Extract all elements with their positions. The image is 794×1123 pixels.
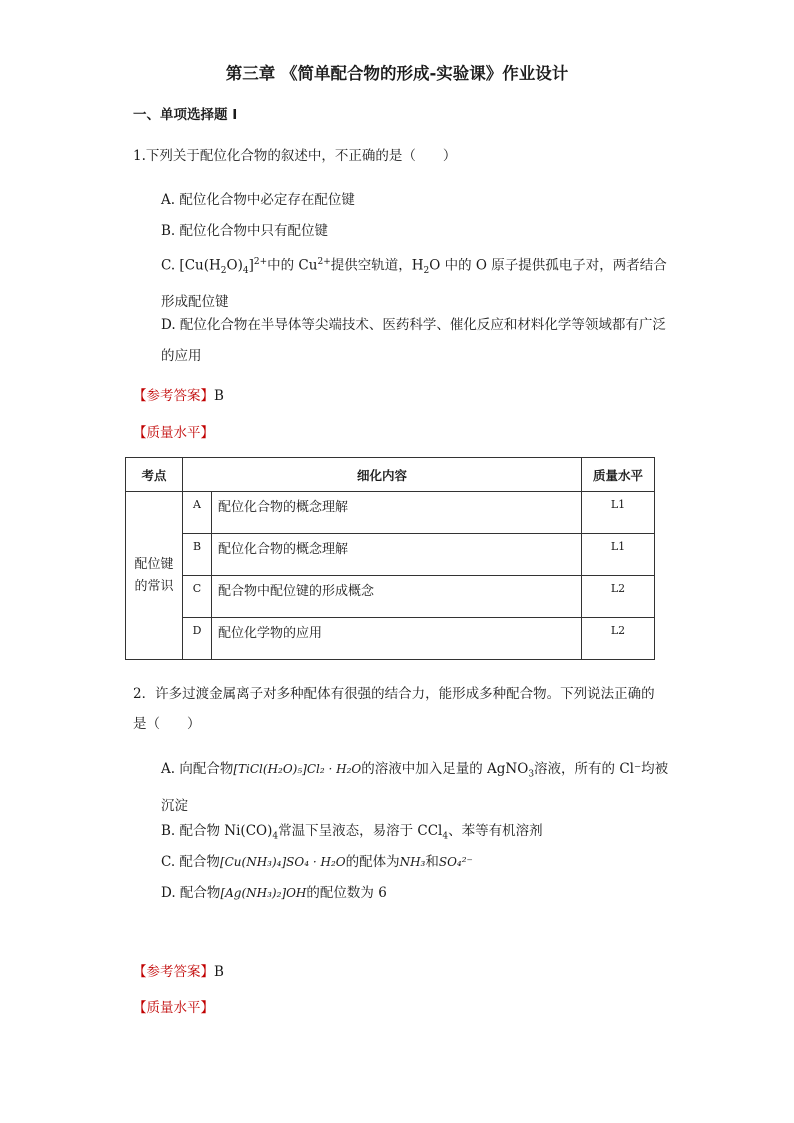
q2-option-d: D. 配合物[Ag(NH₃)₂]OH的配位数为 6	[161, 885, 387, 901]
table-row	[126, 576, 655, 618]
q2-option-a: A. 向配合物[TiCl(H₂O)₅]Cl₂ · H₂O的溶液中加入足量的 AgNO$_3$溶液，所有的 Cl⁻均被沉淀	[161, 761, 669, 814]
table-row-letter: B	[183, 534, 212, 576]
table-row-letter: D	[183, 618, 212, 660]
table-row-level: L2	[582, 576, 655, 618]
q1-option-c: C. $[Cu(H_2O)_4]^{2+}$中的 $Cu^{2+}$提供空轨道，$H_2O$ 中的 O 原子提供孤电子对，两者结合形成配位键	[161, 257, 667, 311]
table-header-key: 考点	[126, 458, 183, 492]
quality-table	[125, 457, 655, 660]
q1-option-a: A. 配位化合物中必定存在配位键	[161, 192, 355, 208]
q2-option-b: B. 配合物 $Ni(CO)_4$常温下呈液态，易溶于 CCl$_4$、苯等有机溶剂	[161, 823, 543, 842]
section-heading: 一、单项选择题 I	[133, 107, 238, 123]
table-row	[126, 492, 655, 534]
table-row-letter: A	[183, 492, 212, 534]
q2-quality-label: 【质量水平】	[133, 1000, 214, 1016]
q1-quality-label: 【质量水平】	[133, 425, 214, 441]
table-row-level: L1	[582, 534, 655, 576]
q2-answer: 【参考答案】B	[133, 964, 224, 980]
table-row-level: L2	[582, 618, 655, 660]
table-header-content: 细化内容	[183, 458, 582, 492]
table-key-cell: 配位键的常识	[126, 492, 183, 660]
table-row-content: 配位化合物的概念理解	[212, 492, 582, 534]
q1-answer: 【参考答案】B	[133, 388, 224, 404]
table-row-content: 配位化合物的概念理解	[212, 534, 582, 576]
table-row-letter: C	[183, 576, 212, 618]
table-row	[126, 534, 655, 576]
table-header-row	[126, 458, 655, 492]
table-row-content: 配合物中配位键的形成概念	[212, 576, 582, 618]
table-row-content: 配位化学物的应用	[212, 618, 582, 660]
q1-option-b: B. 配位化合物中只有配位键	[161, 223, 329, 239]
q2-stem: 2．许多过渡金属离子对多种配体有很强的结合力，能形成多种配合物。下列说法正确的是（ ）	[133, 686, 655, 732]
table-row	[126, 618, 655, 660]
q1-option-d: D. 配位化合物在半导体等尖端技术、医药科学、催化反应和材料化学等领域都有广泛的应用	[161, 317, 666, 364]
table-row-level: L1	[582, 492, 655, 534]
q1-stem: 1.下列关于配位化合物的叙述中，不正确的是（ ）	[133, 148, 457, 164]
q2-option-c: C. 配合物[Cu(NH₃)₄]SO₄ · H₂O的配体为NH₃和SO₄²⁻	[161, 854, 473, 870]
page-title: 第三章 《简单配合物的形成-实验课》作业设计	[225, 64, 569, 83]
table-header-level: 质量水平	[582, 458, 655, 492]
